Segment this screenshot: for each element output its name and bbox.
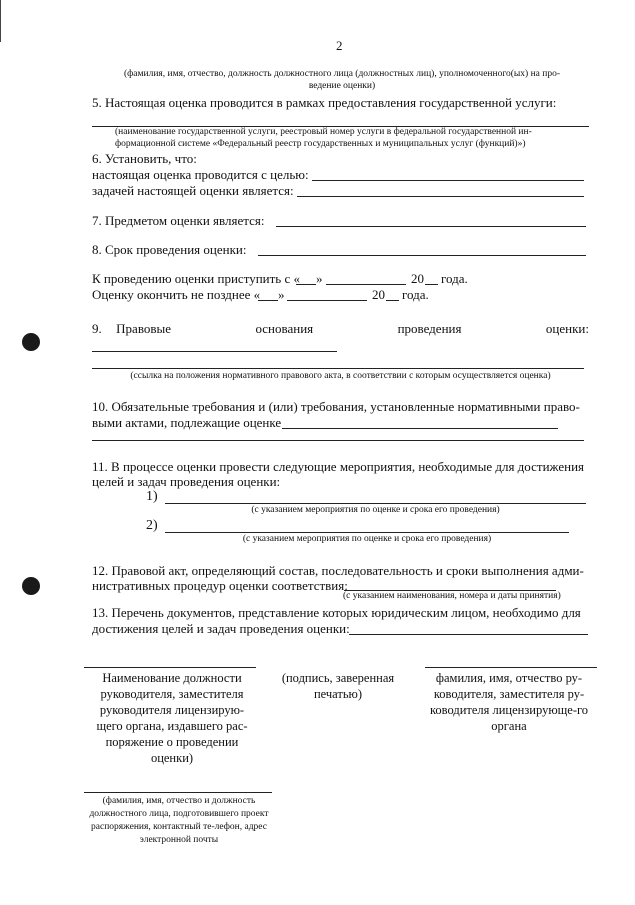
item11-line2: целей и задач проведения оценки:: [92, 474, 281, 489]
item11-note1: (с указанием мероприятия по оценке и срока его проведения): [251, 505, 500, 515]
punch-hole-upper: [22, 333, 40, 351]
item9-line1: [92, 351, 337, 352]
finish-quote: »: [278, 287, 285, 302]
finish-day-line: [258, 300, 278, 301]
punch-hole-lower: [22, 577, 40, 595]
finish-month-line: [287, 300, 367, 301]
signature-left-line: [84, 667, 256, 668]
item11-note2: (с указанием мероприятия по оценке и срока его проведения): [242, 534, 492, 544]
item6-task: задачей настоящей оценки является:: [92, 183, 294, 198]
finish-century: 20: [372, 287, 385, 302]
note-official-line1: (фамилия, имя, отчество, должность должностного лица (должностных лиц), уполномоченного(ых) на про-: [123, 69, 561, 79]
item8-line: [258, 255, 586, 256]
finish-year-line: [386, 300, 399, 301]
item5-note-line1: (наименование государственной услуги, реестровый номер услуги в федеральной государственной ин-: [115, 127, 532, 137]
item12-line2: нистративных процедур оценки соответствия:: [92, 578, 348, 593]
item12-note: (с указанием наименования, номера и даты принятия): [343, 591, 561, 601]
item9-word1: 9.: [92, 321, 102, 336]
item12-line1: 12. Правовой акт, определяющий состав, последовательность и сроки выполнения адми-: [92, 563, 584, 578]
item9-note: (ссылка на положения нормативного правового акта, в соответствии с которым осуществляется оценка): [130, 371, 551, 381]
start-century: 20: [411, 271, 424, 286]
bottom-note: (фамилия, имя, отчество и должность должностного лица, подготовившего проект распоряжения, контактный те-лефон, адрес электронной почты: [89, 796, 269, 845]
signature-middle-caption: (подпись, заверенная печатью): [281, 671, 395, 701]
signature-right-line: [425, 667, 597, 668]
item5-text: 5. Настоящая оценка проводится в рамках предоставления государственной услуги:: [92, 95, 557, 110]
item9-word5: оценки:: [545, 321, 589, 336]
bottom-note-line: [84, 792, 272, 793]
item6-title: 6. Установить, что:: [92, 151, 197, 166]
start-day-line: [296, 284, 316, 285]
item7-text: 7. Предметом оценки является:: [92, 213, 265, 228]
start-prefix: К проведению оценки приступить с «: [92, 271, 300, 286]
finish-prefix: Оценку окончить не позднее «: [92, 287, 261, 302]
item9-word4: проведения: [397, 321, 462, 336]
start-quote: »: [316, 271, 323, 286]
item5-note-line2: формационной системе «Федеральный реестр государственных и муниципальных услуг (функций)»): [115, 139, 526, 149]
signature-right-caption: фамилия, имя, отчество ру-ководителя, заместителя ру-ководителя лицензирующе-го органа: [429, 671, 589, 733]
item6-task-line: [297, 196, 584, 197]
item7-line: [276, 226, 586, 227]
item11-num1: 1): [146, 489, 158, 504]
page-number: 2: [336, 38, 343, 53]
note-official-line2: ведение оценки): [308, 81, 376, 91]
item13-line1: 13. Перечень документов, представление которых юридическим лицом, необходимо для: [92, 605, 581, 620]
signature-left-caption: Наименование должности руководителя, заместителя руководителя лицензирую-щего органа, издавшего рас-поряжение о проведении оценки): [96, 671, 248, 765]
item10-line2: выми актами, подлежащие оценке: [92, 415, 282, 430]
start-year-word: года.: [441, 271, 468, 286]
finish-year-word: года.: [402, 287, 429, 302]
item13-line2: достижения целей и задач проведения оценки:: [92, 621, 350, 636]
start-month-line: [326, 284, 406, 285]
start-year-line: [425, 284, 438, 285]
item8-text: 8. Срок проведения оценки:: [92, 242, 247, 257]
item13-line: [349, 634, 588, 635]
item9-line2: [92, 368, 584, 369]
item11-line1: 11. В процессе оценки провести следующие мероприятия, необходимые для достижения: [92, 459, 585, 474]
item9-word2: Правовые: [116, 321, 172, 336]
scan-edge-line: [0, 0, 1, 42]
item9-word3: основания: [255, 321, 314, 336]
item10-field-line: [282, 428, 558, 429]
item11-num2: 2): [146, 518, 158, 533]
item6-purpose-line: [312, 180, 584, 181]
item9-text: [92, 321, 589, 336]
item10-line1: 10. Обязательные требования и (или) требования, установленные нормативными право-: [92, 399, 580, 414]
item10-full-line: [92, 440, 584, 441]
item6-purpose: настоящая оценка проводится с целью:: [92, 167, 309, 182]
